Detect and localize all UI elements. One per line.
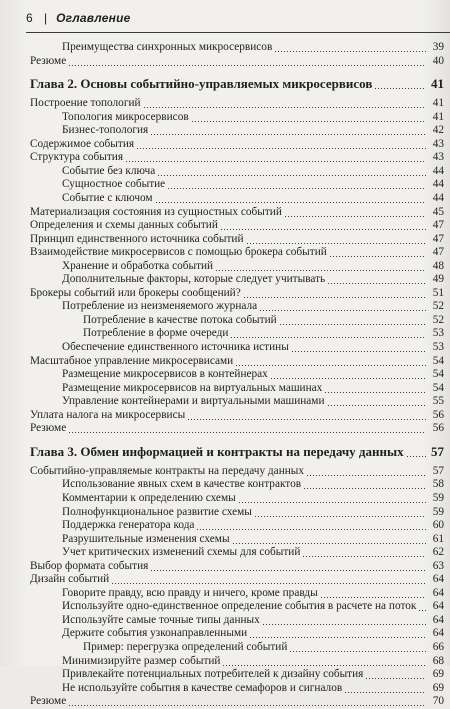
toc-entry-title: Глава 3. Обмен информацией и контракты на передачу данных [30,443,404,459]
toc-entry-title: Брокеры событий или брокеры сообщений? [30,286,241,299]
dot-leader [68,421,426,436]
toc-entry-row [0,694,450,709]
toc-page-number: 62 [432,546,444,559]
toc-entry-title: Глава 2. Основы событийно-управляемых микросервисов [30,76,373,92]
toc-entry-title: Принцип единственного источника событий [30,232,244,245]
toc-page-number: 45 [432,205,444,218]
toc-entry-title: Хранение и обработка событий [62,259,214,272]
toc-page-number: 58 [432,478,444,491]
toc-entry-title: Определения и схемы данных событий [30,219,218,232]
toc-page-number: 68 [432,654,444,667]
toc-entry-title: Преимущества синхронных микросервисов [62,41,273,53]
toc-page-number: 43 [432,137,444,150]
toc-entry-title: Материализация состояния из сущностных событий [30,205,282,218]
toc-entry-title: Полнофункциональное развитие схемы [62,505,252,518]
toc-entry-title: Размещение микросервисов в контейнерах [62,368,268,381]
toc-page-number: 41 [432,97,444,110]
toc-entry-title: Потребление в качестве потока событий [83,313,277,326]
toc-page-number: 59 [432,491,444,504]
toc-page-number: 64 [432,627,444,640]
toc-page-number: 60 [432,519,444,532]
toc-page-number: 56 [432,422,444,435]
toc-entry-title: Поддержка генератора кода [62,519,195,532]
toc-page-number: 44 [432,178,444,191]
toc-entry-title: Учет критических изменений схемы для событий [62,546,301,559]
toc-entry-title: Держите события узконаправленными [62,627,248,640]
toc-page-number: 40 [432,54,444,67]
toc-page-number: 55 [432,395,444,408]
toc-entry-title: Событие без ключа [62,164,156,177]
toc-entry-title: Разрушительные изменения схемы [62,532,230,545]
toc-entry-title: Обеспечение единственного источника истины [62,341,289,353]
header-rule [26,32,450,33]
page-number: 6 [26,11,33,25]
toc-entry-title: Минимизируйте размер событий [62,654,221,667]
toc-entry-title: Топология микросервисов [62,110,189,123]
toc-page-number: 70 [432,695,444,708]
toc-page-number: 54 [432,354,444,367]
toc-page-number: 66 [432,641,444,653]
dot-leader [406,443,426,460]
toc-entry-title: Построение топологий [30,97,141,110]
toc-page-number: 52 [432,300,444,313]
toc-page-number: 64 [432,613,444,626]
toc-entry-title: Комментарии к определению схемы [62,491,236,504]
toc-entry-row [0,421,450,436]
toc-entry-title: Говорите правду, всю правду и ничего, кроме правды [62,586,318,599]
toc-entry-title: Дополнительные факторы, которые следует учитывать [62,273,326,286]
toc-page-number: 41 [431,76,444,92]
toc-chapter-row [0,443,450,460]
toc-page-number: 47 [432,232,444,245]
toc-page-number: 39 [432,41,444,53]
running-header [26,6,450,30]
toc-entry-title: Использование явных схем в качестве контрактов [62,478,302,491]
toc-entry-title: Содержимое события [30,137,135,150]
toc-page-number: 54 [432,368,444,381]
toc-page-number: 48 [432,259,444,272]
toc-entry-title: Взаимодействие микросервисов с помощью брокера событий [30,246,327,259]
header-separator: | [44,11,48,25]
toc-entry-title: Размещение микросервисов на виртуальных машинах [62,381,323,394]
toc-page-number: 43 [432,151,444,164]
toc-page-number: 59 [432,505,444,518]
toc-page-number: 47 [432,219,444,232]
toc-page-number: 64 [432,573,444,586]
toc-entry-title: Сущностное событие [62,178,166,191]
toc-entry-title: Резюме [30,422,67,435]
toc-page-number: 63 [432,559,444,572]
dot-leader [374,75,426,92]
toc-entry-title: Потребление в форме очереди [83,327,229,340]
toc-entry-title: Резюме [30,695,67,708]
toc-entry-title: Пример: перегрузка определений событий [83,641,288,653]
toc-entry-title: Бизнес-топология [62,124,149,137]
toc-page-number: 41 [432,110,444,123]
toc-page-number: 44 [432,191,444,204]
toc-entry-title: Не используйте события в качестве семафоров и сигналов [62,681,343,694]
toc-page-number: 69 [432,681,444,694]
dot-leader [68,694,426,709]
toc-page-number: 42 [432,124,444,137]
toc-page-number: 53 [432,327,444,340]
toc-page-number: 49 [432,273,444,286]
toc-page-number: 53 [432,341,444,353]
toc-entry-title: Событие с ключом [62,191,153,204]
header-title: Оглавление [56,11,131,25]
toc-entry-title: Используйте одно-единственное определение события в расчете на поток [62,600,417,613]
toc-page-number: 51 [432,286,444,299]
toc-page-number: 47 [432,246,444,259]
toc-entry-title: Масштабное управление микросервисами [30,354,234,367]
toc-page-number: 61 [432,532,444,545]
toc-chapter-row [0,75,450,92]
toc-entry-title: Управление контейнерами и виртуальными машинами [62,395,325,408]
toc-page-number: 54 [432,381,444,394]
toc-page-number: 57 [431,443,444,459]
toc-entry-title: Выбор формата события [30,559,149,572]
toc-entry-title: Уплата налога на микросервисы [30,408,186,421]
toc-page-number: 57 [432,464,444,477]
toc-page-number: 56 [432,408,444,421]
toc-entry-title: Дизайн событий [30,573,110,586]
toc-page-number: 64 [432,586,444,599]
toc-page-number: 52 [432,313,444,326]
toc-entry-title: Структура события [30,151,124,164]
dot-leader [68,54,426,69]
toc-page-number: 64 [432,600,444,613]
toc-entry-row [0,54,450,69]
toc-page-number: 44 [432,164,444,177]
toc-entry-title: Событийно-управляемые контракты на передачу данных [30,464,305,477]
toc-page-number: 69 [432,668,444,681]
toc-entry-title: Резюме [30,54,67,67]
toc-entry-title: Потребление из неизменяемого журнала [62,300,258,313]
toc-entry-title: Используйте самые точные типы данных [62,613,260,626]
toc-entry-title: Привлекайте потенциальных потребителей к дизайну события [62,668,364,681]
